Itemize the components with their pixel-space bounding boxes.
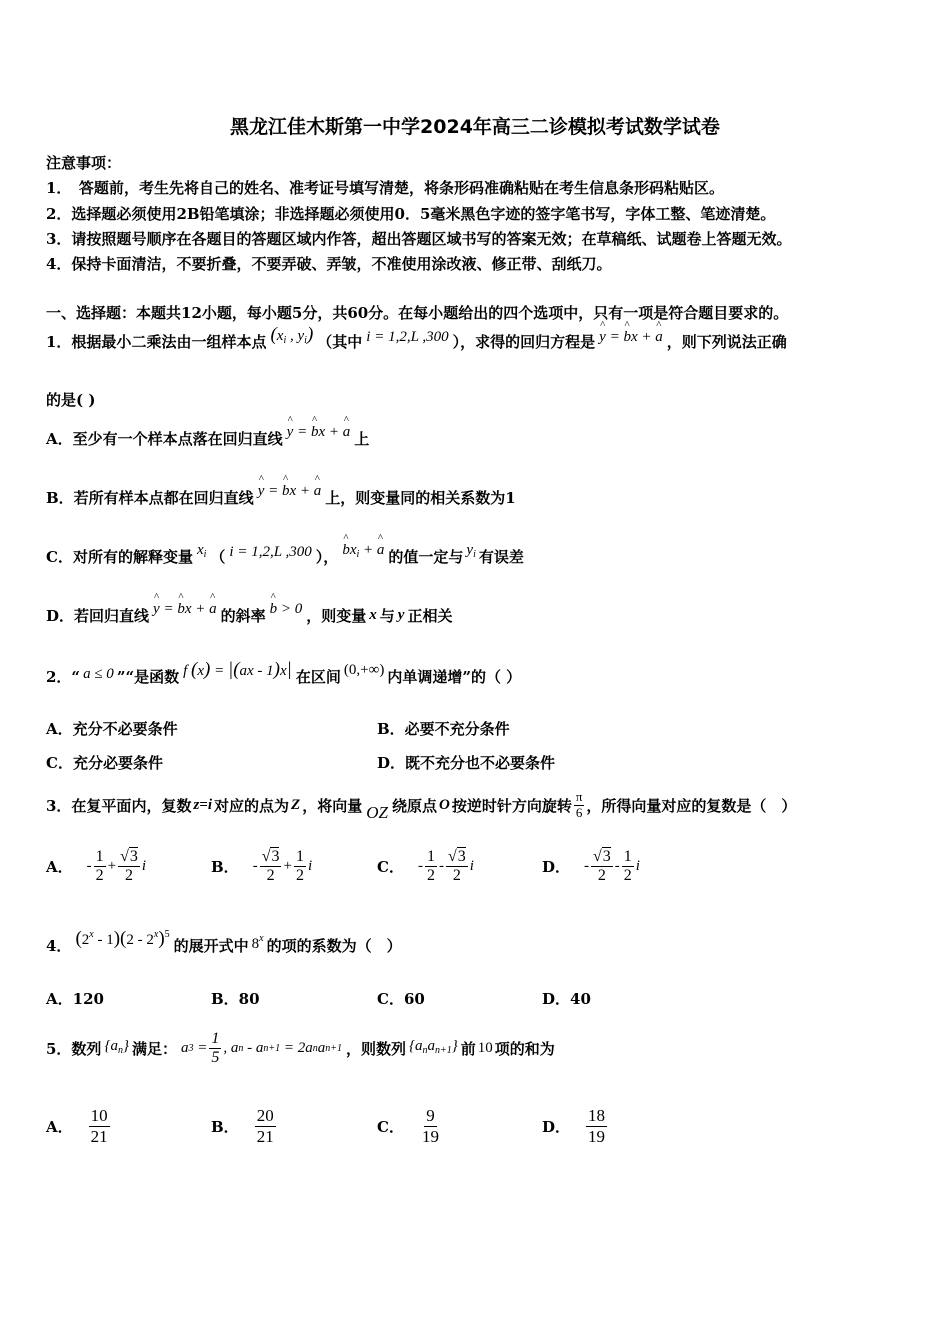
q1-c-expression: ^ $bx_i$ + ^ a bbox=[342, 542, 384, 560]
q1-a-text-2: 上 bbox=[354, 430, 370, 448]
q1-a-equation: ^ y = ^ bx + ^ a bbox=[287, 424, 351, 441]
q3-a-i: i bbox=[141, 858, 147, 875]
q1-c-text-2: （ bbox=[210, 548, 226, 566]
q3-a-num-1: 1 bbox=[94, 848, 106, 867]
q5-c-label: C． bbox=[377, 1117, 404, 1136]
q1-c-text-3: ）， bbox=[315, 548, 339, 566]
q5-recurrence: a 3 = $\frac{1}{5}$ , a n - a n+1 = 2a n a n+1 bbox=[180, 1030, 342, 1067]
q1-d-text-2: 的斜率 bbox=[220, 607, 266, 625]
q5-text-4: 前 bbox=[460, 1040, 476, 1059]
q2-function: f (x) = |(ax - 1)x| bbox=[183, 659, 292, 680]
q4-term: 8$^x$ bbox=[251, 933, 264, 952]
q2-option-b: B．必要不充分条件 bbox=[377, 720, 510, 738]
q3-c-den-1: 2 bbox=[426, 867, 435, 885]
q3-d-den-1: 2 bbox=[597, 867, 606, 885]
q5-text-3: ，则数列 bbox=[345, 1040, 406, 1059]
q1-c-text-4: 的值一定与 bbox=[388, 548, 464, 566]
q4-text-3: 的项的系数为（ ） bbox=[266, 936, 402, 955]
notice-item-3: 3．请按照题号顺序在各题目的答题区域内作答，超出答题区域书写的答案无效；在草稿纸、试题卷上答题无效。 bbox=[46, 230, 792, 248]
q5-text-2: 满足： bbox=[131, 1040, 177, 1059]
q1-option-d bbox=[46, 601, 453, 626]
q3-angle-den: 6 bbox=[575, 804, 583, 820]
q1-sample-point: ($x_i$ , $y_i$) bbox=[270, 324, 314, 346]
q1-b-equation: ^ y = ^ bx + ^ a bbox=[258, 483, 322, 500]
q2-text-4: 内单调递增”的（ ） bbox=[387, 667, 522, 686]
q2-option-a: A．充分不必要条件 bbox=[46, 720, 178, 738]
q3-c-i: i bbox=[469, 858, 474, 875]
q4-option-a: A．120 bbox=[46, 990, 104, 1008]
q5-d-label: D． bbox=[542, 1117, 571, 1136]
q2-text-1: 2．“ bbox=[46, 667, 81, 686]
q4-option-d: D．40 bbox=[542, 990, 591, 1008]
q3-origin-o: O bbox=[438, 796, 450, 813]
q5-sequence-product: $\{a_na_{n+1}\}$ bbox=[408, 1037, 458, 1056]
q2-text-3: 在区间 bbox=[295, 667, 341, 686]
q4-option-b: B．80 bbox=[211, 990, 260, 1008]
page-title: 黑龙江佳木斯第一中学2024年高三二诊模拟考试数学试卷 bbox=[230, 116, 720, 138]
q3-option-c: C． - $\frac{1}{2}$ - $\frac{√3}{2}$ i bbox=[377, 848, 474, 885]
q2-option-d: D．既不充分也不必要条件 bbox=[377, 754, 556, 772]
q1-c-text-5: 有误差 bbox=[478, 548, 524, 566]
q3-a-num-2: 3 bbox=[129, 848, 138, 865]
question-1-stem-end: 的是( ) bbox=[46, 391, 96, 409]
q3-c-num-2: 3 bbox=[457, 848, 466, 865]
q3-text-5: 按逆时针方向旋转 bbox=[451, 796, 572, 815]
question-1-stem bbox=[46, 324, 787, 352]
q2-interval: (0,+∞) bbox=[343, 661, 385, 678]
q1-text-1: 1．根据最小二乘法由一组样本点 bbox=[46, 332, 267, 351]
q5-b-label: B． bbox=[211, 1117, 239, 1136]
q1-c-range: i = 1,2,L ,300 bbox=[229, 544, 312, 560]
q3-a-den-2: 2 bbox=[125, 867, 133, 885]
q2-option-c: C．充分必要条件 bbox=[46, 754, 163, 772]
q4-expression: (2$^x$ - 1)(2 - 2$^x$)$^5$ bbox=[75, 928, 170, 949]
q1-option-a bbox=[46, 424, 370, 449]
q1-b-text-2: 上，则变量同的相关系数为1 bbox=[325, 489, 516, 507]
q1-index-range: i = 1,2,L ,300 bbox=[366, 328, 449, 345]
q3-option-d: D． - $\frac{√3}{2}$ - $\frac{1}{2}$ i bbox=[542, 848, 640, 885]
q1-d-text-3: ，则变量 bbox=[306, 607, 367, 625]
q5-text-1: 5．数列 bbox=[46, 1040, 102, 1059]
q3-vector-oz: OZ bbox=[366, 803, 388, 823]
q1-d-text-4: 与 bbox=[379, 607, 395, 625]
q3-b-num-1: 3 bbox=[271, 848, 280, 865]
q1-text-3: ），求得的回归方程是 bbox=[452, 332, 596, 351]
q1-c-yi: $y_i$ bbox=[466, 541, 476, 560]
q1-b-text-1: B．若所有样本点都在回归直线 bbox=[46, 489, 254, 507]
question-4-stem bbox=[46, 928, 402, 956]
q3-b-label: B． bbox=[211, 858, 239, 877]
q3-text-1: 3．在复平面内，复数 bbox=[46, 796, 192, 815]
q2-condition: a ≤ 0 bbox=[83, 665, 114, 682]
notice-heading: 注意事项： bbox=[46, 154, 122, 172]
q1-text-4: ，则下列说法正确 bbox=[666, 332, 787, 351]
q4-option-c: C．60 bbox=[377, 990, 425, 1008]
q5-option-d bbox=[542, 1106, 609, 1146]
q1-text-2: （其中 bbox=[317, 332, 363, 351]
q3-c-den-2: 2 bbox=[452, 867, 461, 885]
q3-angle bbox=[574, 790, 585, 821]
q1-d-var-x: x bbox=[369, 607, 377, 623]
q3-b-num-2: 1 bbox=[294, 848, 306, 867]
q1-a-text-1: A．至少有一个样本点落在回归直线 bbox=[46, 430, 283, 448]
q1-regression-equation: ^ y = ^ bx + ^ a bbox=[599, 329, 663, 346]
q3-c-label: C． bbox=[377, 858, 404, 877]
q3-d-num-2: 1 bbox=[622, 848, 634, 867]
q5-option-a bbox=[46, 1106, 112, 1146]
q5-b-den: 21 bbox=[256, 1126, 274, 1146]
q1-d-slope: ^ b > 0 bbox=[270, 601, 303, 618]
q1-d-text-5: 正相关 bbox=[407, 607, 453, 625]
question-2-stem bbox=[46, 659, 522, 687]
q2-text-2: ”“是函数 bbox=[116, 667, 180, 686]
q3-text-2: 对应的点为 bbox=[214, 796, 290, 815]
q3-b-den-1: 2 bbox=[266, 867, 275, 885]
question-5-stem bbox=[46, 1030, 555, 1068]
q5-b-num: 20 bbox=[256, 1106, 274, 1125]
q1-option-b bbox=[46, 483, 516, 508]
q4-text-1: 4． bbox=[46, 936, 72, 955]
q3-text-3: ，将向量 bbox=[302, 796, 363, 815]
notice-item-1: 1． 答题前，考生先将自己的姓名、准考证号填写清楚，将条形码准确粘贴在考生信息条形码粘贴区。 bbox=[46, 179, 724, 197]
q4-text-2: 的展开式中 bbox=[173, 936, 249, 955]
q3-point-z: Z bbox=[291, 796, 301, 813]
q3-b-i: i bbox=[307, 858, 313, 875]
q5-text-5: 项的和为 bbox=[494, 1040, 555, 1059]
notice-item-4: 4．保持卡面清洁，不要折叠，不要弄破、弄皱，不准使用涂改液、修正带、刮纸刀。 bbox=[46, 255, 612, 273]
q5-count: 10 bbox=[477, 1040, 493, 1057]
q3-z-equals-i: z=i bbox=[193, 796, 213, 813]
q1-c-xi: $x_i$ bbox=[196, 541, 207, 560]
q5-d-num: 18 bbox=[588, 1106, 606, 1125]
q5-c-num: 9 bbox=[426, 1106, 435, 1125]
q3-text-4: 绕原点 bbox=[391, 796, 437, 815]
q1-d-text-1: D．若回归直线 bbox=[46, 607, 150, 625]
question-3-stem bbox=[46, 790, 796, 821]
q5-a-den: 21 bbox=[90, 1126, 108, 1146]
notice-item-2: 2．选择题必须使用2B铅笔填涂；非选择题必须使用0．5毫米黑色字迹的签字笔书写，字体工整、笔迹清楚。 bbox=[46, 205, 776, 223]
q3-d-num-1: 3 bbox=[602, 848, 611, 865]
q1-d-equation: ^ y = ^ bx + ^ a bbox=[153, 601, 217, 618]
q3-d-label: D． bbox=[542, 858, 571, 877]
q1-c-text-1: C．对所有的解释变量 bbox=[46, 548, 193, 566]
q3-angle-num: π bbox=[575, 789, 583, 804]
q5-a-label: A． bbox=[46, 1117, 73, 1136]
q5-d-den: 19 bbox=[588, 1126, 606, 1146]
q3-d-i: i bbox=[635, 858, 640, 875]
q5-option-b bbox=[211, 1106, 278, 1146]
q3-a-label: A． bbox=[46, 858, 73, 877]
q3-option-b: B． - $\frac{√3}{2}$ + $\frac{1}{2}$ i bbox=[211, 848, 313, 885]
q5-option-c bbox=[377, 1106, 443, 1146]
q5-a-num: 10 bbox=[90, 1106, 108, 1125]
q5-sequence-an: $\{a_n\}$ bbox=[104, 1037, 129, 1056]
q3-text-6: ，所得向量对应的复数是（ ） bbox=[586, 796, 797, 815]
q1-d-var-y: y bbox=[397, 607, 405, 623]
q3-b-den-2: 2 bbox=[295, 867, 304, 885]
q3-option-a: A． - $\frac{1}{2}$ + $\frac{√3}{2}$ i bbox=[46, 848, 147, 885]
q3-c-num-1: 1 bbox=[425, 848, 437, 867]
section-heading: 一、选择题：本题共12小题，每小题5分，共60分。在每小题给出的四个选项中，只有一项是符合题目要求的。 bbox=[46, 304, 789, 322]
q1-option-c bbox=[46, 541, 524, 567]
q3-a-den-1: 2 bbox=[95, 867, 104, 885]
q3-d-den-2: 2 bbox=[623, 867, 632, 885]
q5-c-den: 19 bbox=[421, 1126, 439, 1146]
q4-term-base: 8 bbox=[251, 936, 260, 952]
